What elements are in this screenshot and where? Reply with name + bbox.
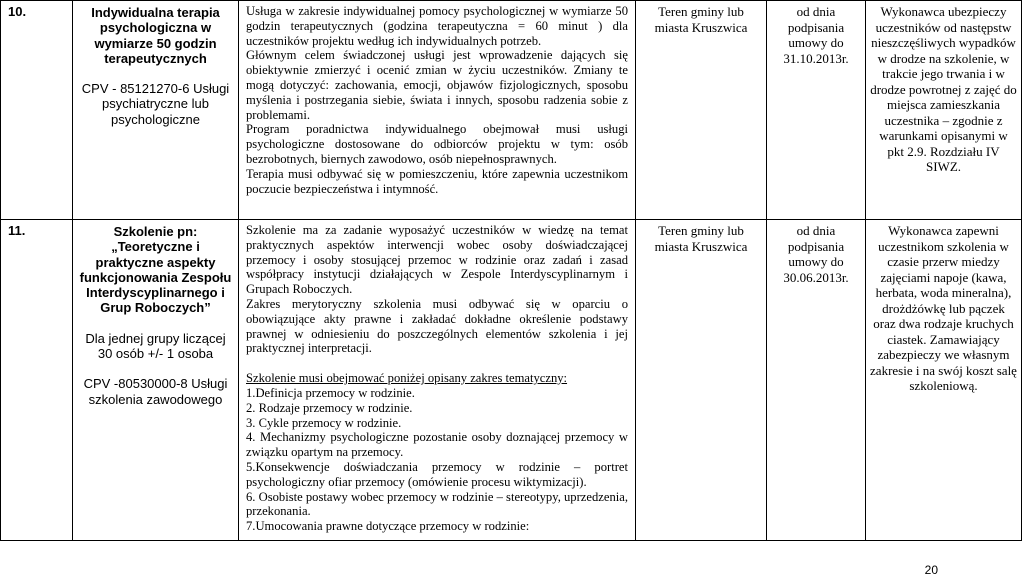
topic-item: 7.Umocowania prawne dotyczące przemocy w rodzinie: [246, 519, 530, 534]
group-size: Dla jednej grupy liczącej 30 osób +/- 1 osoba [85, 330, 226, 362]
row-number: 11. [1, 220, 73, 541]
page-number: 20 [924, 563, 938, 577]
table-row-10 [1, 1, 1022, 220]
topics-heading: Szkolenie musi obejmować poniżej opisany zakres tematyczny: [246, 371, 568, 386]
remarks-cell: Wykonawca ubezpieczy uczestników od następstw nieszczęśliwych wypadków w drodze na szkolenie, w trakcie jego trwania i w drodze powrotnej z zajęć do miejsca zamieszkania uczestnika – zgodnie z warunkami opisanymi w pkt 2.9. Rozdziału IV SIWZ. [866, 1, 1022, 220]
cpv-code: CPV -80530000-8 Usługi szkolenia zawodowego [83, 376, 228, 407]
topic-item: 1.Definicja przemocy w rodzinie. [246, 385, 415, 400]
service-name-cell [73, 220, 239, 541]
description-paragraph: Terapia musi odbywać się w pomieszczeniu, które zapewnia uczestnikom poczucie bezpieczeństwa i intymność. [246, 166, 628, 196]
description-paragraph: Zakres merytoryczny szkolenia musi odbywać się w oparciu o obowiązujące akty prawne i zakładać dokładne określenie podstawy prawnej w odniesieniu do poszczególnych elementów szkolenia i jej praktycznej interpretacji. [246, 296, 628, 356]
service-name-cell [73, 1, 239, 220]
table-row-11 [1, 220, 1022, 541]
description-paragraph: Szkolenie ma za zadanie wyposażyć uczestników w wiedzę na temat praktycznych aspektów interwencji wobec osoby doświadczającej przemocy i osoby stosującej przemoc w rodzinie oraz zadań i zasad współpracy instytucji działających w Zespole Interdyscyplinarnym i Grupach Roboczych. [246, 223, 628, 297]
place-cell: Teren gminy lub miasta Kruszwica [636, 220, 767, 541]
topic-item: 4. Mechanizmy psychologiczne pozostanie osoby doznającej przemocy w związku opartym na przemocy. [246, 430, 628, 460]
service-title: Szkolenie pn: „Teoretyczne i praktyczne aspekty funkcjonowania Zespołu Interdyscyplinarnego i Grup Roboczych” [79, 224, 232, 316]
row-number: 10. [1, 1, 73, 220]
description-paragraph: Usługa w zakresie indywidualnej pomocy psychologicznej w wymiarze 50 godzin terapeutycznych (godzina terapeutyczna = 60 minut ) dla uczestników projektu według ich indywidualnych potrzeb. [246, 4, 628, 48]
description-cell [239, 1, 636, 220]
description-paragraph: Program poradnictwa indywidualnego obejmował musi usługi psychologiczne dostosowane do odbiorców projektu w tym: osób bezrobotnych, biernych zawodowo, osób niepełnosprawnych. [246, 122, 628, 166]
term-cell: od dnia podpisania umowy do 30.06.2013r. [767, 220, 866, 541]
service-title: Indywidualna terapia psychologiczna w wymiarze 50 godzin terapeutycznych [91, 5, 220, 66]
topic-item: 5.Konsekwencje doświadczania przemocy w rodzinie – portret psychologiczny ofiar przemocy (omówienie procesu wiktymizacji). [246, 459, 628, 489]
place-cell: Teren gminy lub miasta Kruszwica [636, 1, 767, 220]
term-cell: od dnia podpisania umowy do 31.10.2013r. [767, 1, 866, 220]
topic-item: 2. Rodzaje przemocy w rodzinie. [246, 400, 413, 415]
topic-item: 6. Osobiste postawy wobec przemocy w rodzinie – stereotypy, uprzedzenia, przekonania. [246, 489, 628, 519]
cpv-code: CPV - 85121270-6 Usługi psychiatryczne lub psychologiczne [81, 81, 230, 127]
remarks-cell: Wykonawca zapewni uczestnikom szkolenia w czasie przerw miedzy zajęciami napoje (kawa, herbata, woda mineralna), drożdżówkę lub pączek oraz dwa rodzaje kruchych ciastek. Zamawiający zabezpieczy we własnym zakresie i na swój koszt salę szkoleniową. [866, 220, 1022, 541]
topic-item: 3. Cykle przemocy w rodzinie. [246, 415, 402, 430]
description-cell [239, 220, 636, 541]
description-paragraph: Głównym celem świadczonej usługi jest wprowadzenie dających się obiektywnie zmierzyć i ocenić zmian w życiu uczestników. Zmiany te mogą dotyczyć: zachowania, emocji, objawów fizjologicznych, sposobu myślenia i postrzegania siebie, świata i innych, sposobu radzenia sobie z problemami. [246, 48, 628, 122]
